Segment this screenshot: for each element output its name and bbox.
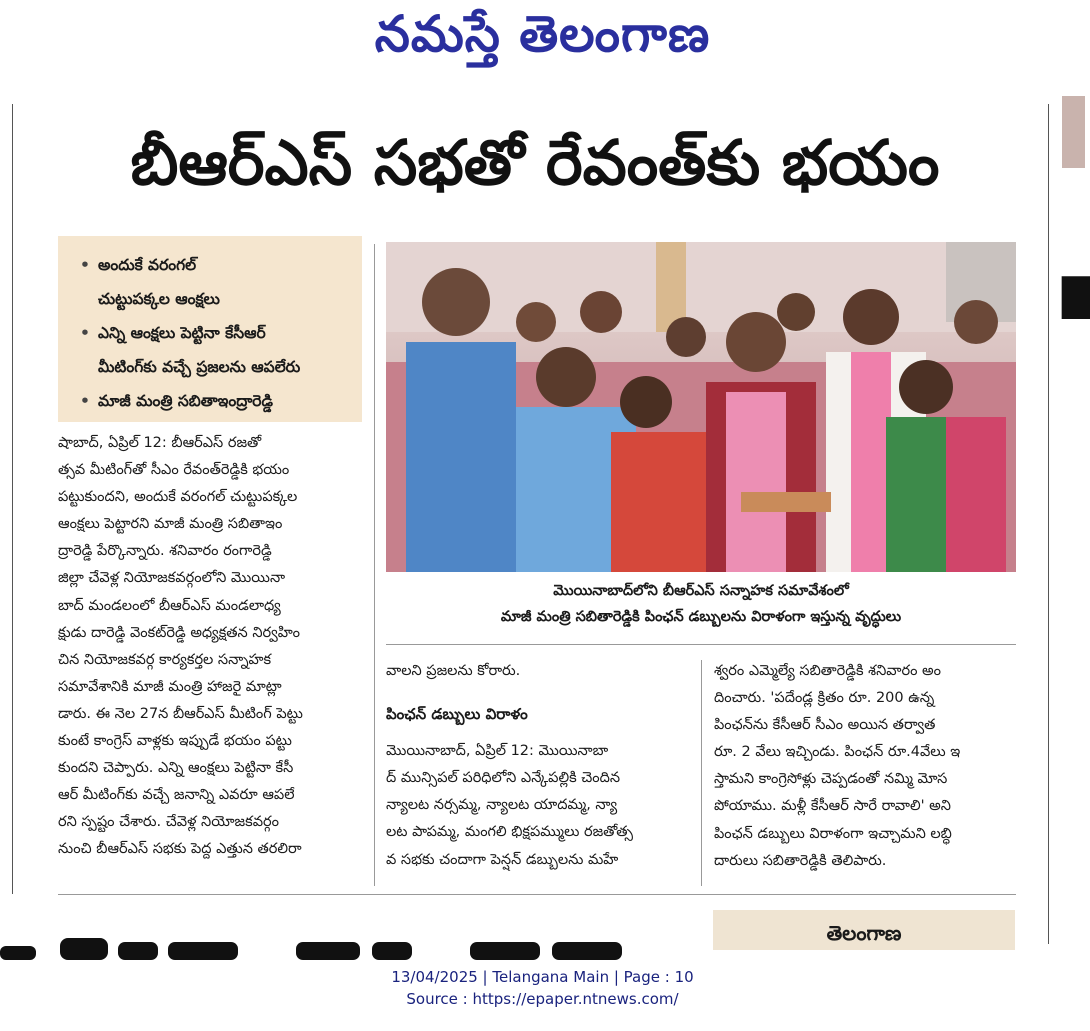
highlight-line: మీటింగ్‌కు వచ్చే ప్రజలను ఆపలేరు [98, 358, 301, 376]
photo-illustration [386, 242, 1016, 572]
left-column-rule [12, 104, 13, 894]
article-line: జిల్లా చేవెళ్ల నియోజకవర్గంలోని మొయినా [58, 570, 286, 587]
cropped-right-column [1062, 96, 1090, 319]
article-line: ద్ మున్సిపల్ పరిధిలోని ఎన్కేపల్లికి చెందిన [386, 770, 621, 787]
highlight-line: • అందుకే వరంగల్ [80, 248, 352, 282]
article-line: కుంటే కాంగ్రెస్ వాళ్లకు ఇప్పుడే భయం పట్టు [58, 733, 292, 750]
article-line: డారు. ఈ నెల 27న బీఆర్‌ఎస్ మీటింగ్ పెట్టు [58, 705, 303, 722]
subheading-pension-donation: పింఛన్ డబ్బులు విరాళం [386, 705, 528, 724]
cropped-headline-shapes [0, 936, 640, 960]
footer-source: Source : https://epaper.ntnews.com/ [406, 990, 679, 1008]
article-line: రని స్పష్టం చేశారు. చేవెళ్ల నియోజకవర్గం [58, 814, 279, 831]
article-line: ఆర్ మీటింగ్‌కు వచ్చే జనాన్ని ఎవరూ ఆపలే [58, 787, 295, 804]
article-line: శ్వరం ఎమ్మెల్యే సబితారెడ్డికి శనివారం అం [714, 663, 941, 679]
article-line: న్యాలట నర్సమ్మ, న్యాలట యాదమ్మ, న్యా [386, 797, 618, 814]
highlight-line: • మాజీ మంత్రి సబితాఇంద్రారెడ్డి [80, 384, 352, 418]
article-line: లట పాపమ్మ, మంగలి భిక్షపమ్ములు రజతోత్స [386, 824, 634, 841]
article-line: చిన నియోజకవర్గ కార్యకర్తల సన్నాహక [58, 651, 272, 668]
caption-line: మాజీ మంత్రి సబితారెడ్డికి పింఛన్ డబ్బులను విరాళంగా ఇస్తున్న వృద్ధులు [500, 609, 902, 625]
article-line: పట్టుకుందని, అందుకే వరంగల్ చుట్టుపక్కల [58, 489, 298, 506]
article-line: త్సవ మీటింగ్‌తో సీఎం రేవంత్‌రెడ్డికి భయం [58, 462, 290, 479]
article-column-3 [714, 658, 1016, 875]
article-column-2 [386, 658, 686, 874]
article-line: క్షుడు దారెడ్డి వెంకట్‌రెడ్డి అధ్యక్షతన నిర్వహిం [58, 624, 300, 641]
article-line: నుంచి బీఆర్‌ఎస్ సభకు పెద్ద ఎత్తున తరలిరా [58, 841, 302, 858]
right-column-rule [1048, 104, 1049, 944]
article-line: బాద్ మండలంలో బీఆర్‌ఎస్ మండలాధ్య [58, 597, 281, 614]
article-line: రూ. 2 వేలు ఇచ్చిండు. పింఛన్ రూ.4వేలు ఇ [714, 744, 961, 761]
article-line: వ సభకు చందాగా పెన్షన్ డబ్బులను మహే [386, 851, 619, 868]
highlights-list [58, 236, 362, 418]
caption-line: మొయినాబాద్‌లోని బీఆర్‌ఎస్ సన్నాహక సమావేశంలో [553, 583, 849, 599]
article-line: పోయాము. మళ్లీ కేసీఆర్ సారే రావాలి' అని [714, 798, 951, 815]
highlights-box [58, 236, 362, 422]
photo-caption [386, 578, 1016, 630]
highlight-line: చుట్టుపక్కల ఆంక్షలు [98, 290, 220, 308]
footer-date-page: 13/04/2025 | Telangana Main | Page : 10 [391, 968, 694, 986]
article-line: సమావేశానికి మాజీ మంత్రి హాజరై మాట్లా [58, 678, 282, 695]
caption-rule [386, 644, 1016, 645]
masthead-logo: నమస్తే తెలంగాణ [374, 4, 711, 63]
bottom-rule [58, 894, 1016, 895]
article-line: ఆంక్షలు పెట్టారని మాజీ మంత్రి సబితాఇం [58, 516, 283, 533]
cropped-photo [1062, 96, 1085, 168]
article-line: ద్రారెడ్డి పేర్కొన్నారు. శనివారం రంగారెడ్డి [58, 543, 272, 560]
article-line: షాబాద్, ఏప్రిల్ 12: బీఆర్‌ఎస్ రజతో [58, 435, 262, 451]
article-line: పింఛన్‌ను కేసీఆర్ సీఎం అయిన తర్వాత [714, 717, 936, 734]
headline: బీఆర్‌ఎస్ సభతో రేవంత్‌కు భయం [130, 126, 940, 199]
article-line: పింఛన్ డబ్బులు విరాళంగా ఇచ్చామని లబ్ధి [714, 825, 952, 842]
page-footer [0, 966, 1085, 1010]
column-divider-2 [701, 660, 702, 886]
news-photo [386, 242, 1016, 572]
article-line: దారులు సబితారెడ్డికి తెలిపారు. [714, 852, 887, 869]
article-line: స్తామని కాంగ్రెసోళ్లు చెప్పడంతో నమ్మి మోస [714, 771, 948, 788]
article-line: కుందని చెప్పారు. ఎన్ని ఆంక్షలు పెట్టినా కేసీ [58, 760, 294, 777]
cropped-headline-glyph: █ [1062, 278, 1090, 319]
article-line: దించారు. 'పదేండ్ల క్రితం రూ. 200 ఉన్న [714, 690, 935, 707]
highlight-line: • ఎన్ని ఆంక్షలు పెట్టినా కేసీఆర్ [80, 316, 352, 350]
column-divider-1 [374, 244, 375, 886]
article-line: మొయినాబాద్, ఏప్రిల్ 12: మొయినాబా [386, 743, 609, 760]
article-column-1 [58, 430, 362, 864]
section-label-box: తెలంగాణ [713, 910, 1015, 950]
column-2-body [386, 738, 686, 873]
cropped-next-headline [0, 936, 640, 960]
column-2-first-line: వాలని ప్రజలను కోరారు. [386, 663, 521, 679]
